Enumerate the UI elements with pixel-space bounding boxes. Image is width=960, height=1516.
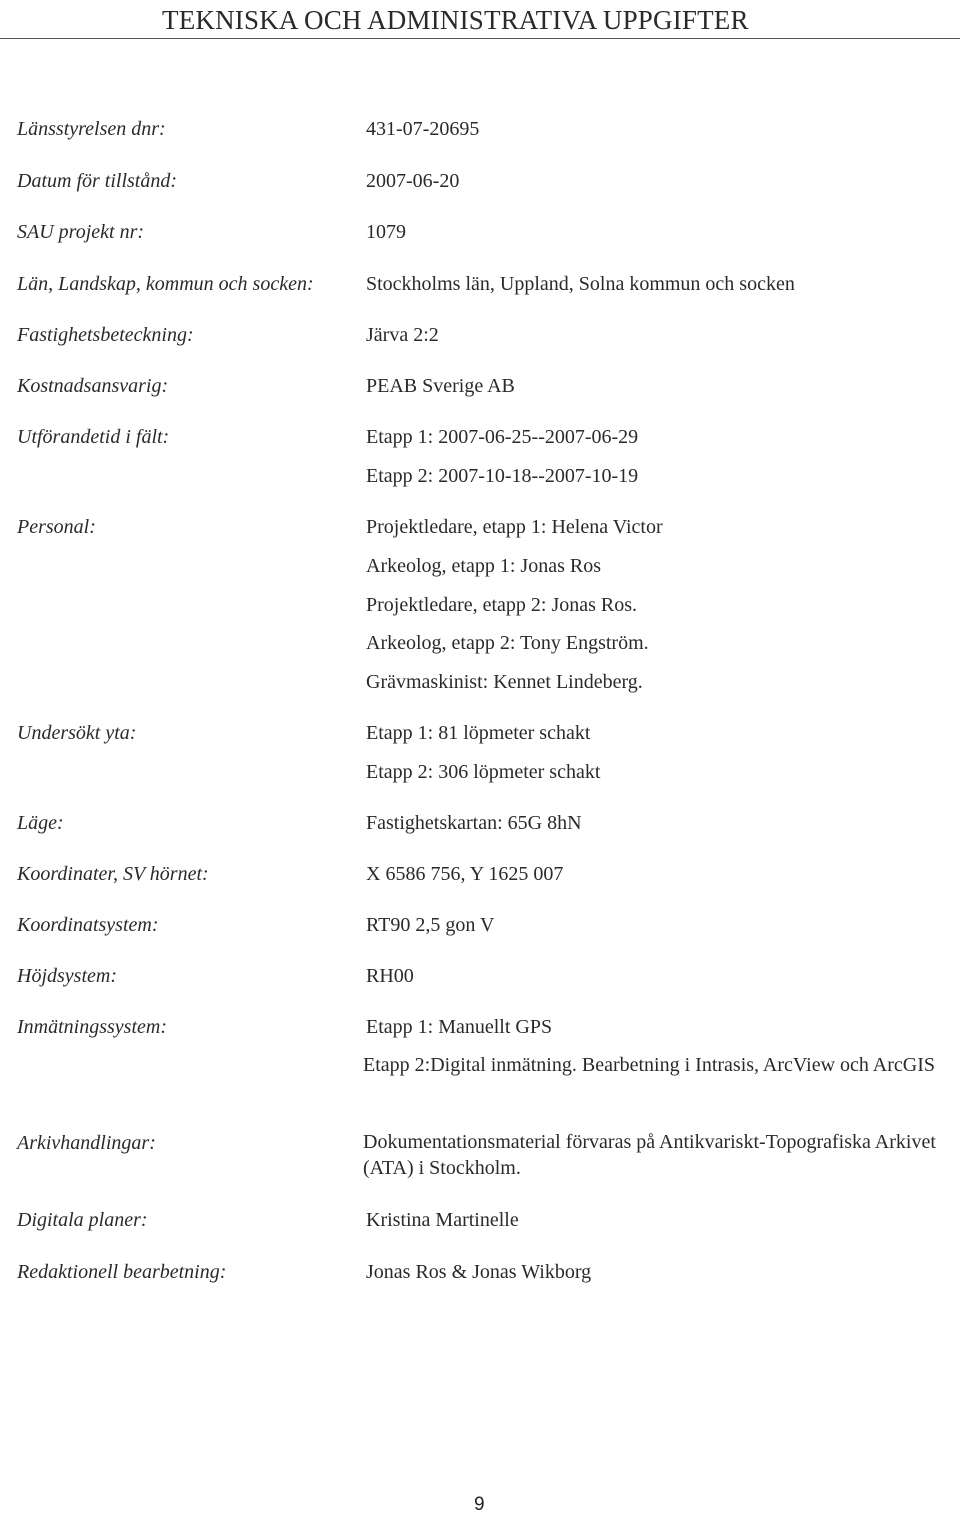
field-value-fastighet: Järva 2:2 bbox=[366, 324, 439, 346]
page-header bbox=[0, 0, 960, 40]
field-value-redaktionell: Jonas Ros & Jonas Wikborg bbox=[366, 1261, 592, 1283]
field-label-digitala: Digitala planer: bbox=[17, 1209, 148, 1231]
field-label-koordinatsystem: Koordinatsystem: bbox=[17, 914, 159, 936]
field-label-fastighet: Fastighetsbeteckning: bbox=[17, 324, 194, 346]
field-value-arkiv: Dokumentationsmaterial förvaras på Antikvariskt-Topografiska Arkivet (ATA) i Stockholm. bbox=[363, 1131, 936, 1179]
field-label-koordinater: Koordinater, SV hörnet: bbox=[17, 863, 209, 885]
field-value-personal-4: Arkeolog, etapp 2: Tony Engström. bbox=[366, 632, 649, 654]
field-value-personal-5: Grävmaskinist: Kennet Lindeberg. bbox=[366, 671, 643, 693]
field-value-datum: 2007-06-20 bbox=[366, 170, 460, 192]
field-value-hojdsystem: RH00 bbox=[366, 965, 414, 987]
field-label-inmatning: Inmätningssystem: bbox=[17, 1016, 167, 1038]
field-value-utforandetid-2: Etapp 2: 2007-10-18--2007-10-19 bbox=[366, 465, 639, 487]
field-label-lansstyrelsen: Länsstyrelsen dnr: bbox=[17, 118, 166, 140]
field-label-personal: Personal: bbox=[17, 516, 96, 538]
field-label-datum: Datum för tillstånd: bbox=[17, 170, 178, 192]
field-value-koordinatsystem: RT90 2,5 gon V bbox=[366, 914, 495, 936]
field-value-kostnad: PEAB Sverige AB bbox=[366, 375, 515, 397]
field-value-personal-2: Arkeolog, etapp 1: Jonas Ros bbox=[366, 555, 601, 577]
field-value-koordinater: X 6586 756, Y 1625 007 bbox=[366, 863, 564, 885]
field-value-digitala: Kristina Martinelle bbox=[366, 1209, 519, 1231]
field-label-yta: Undersökt yta: bbox=[17, 722, 137, 744]
page-number: 9 bbox=[474, 1494, 485, 1515]
field-value-lage: Fastighetskartan: 65G 8hN bbox=[366, 812, 582, 834]
field-value-inmatning-2: Etapp 2:Digital inmätning. Bearbetning i Intrasis, ArcView och ArcGIS bbox=[363, 1054, 936, 1076]
field-value-personal-3: Projektledare, etapp 2: Jonas Ros. bbox=[366, 594, 638, 616]
field-label-kostnad: Kostnadsansvarig: bbox=[17, 375, 169, 397]
field-label-lan: Län, Landskap, kommun och socken: bbox=[17, 273, 314, 295]
field-label-arkiv: Arkivhandlingar: bbox=[17, 1132, 156, 1154]
page-title: TEKNISKA OCH ADMINISTRATIVA UPPGIFTER bbox=[162, 5, 749, 35]
field-value-lansstyrelsen: 431-07-20695 bbox=[366, 118, 480, 140]
field-value-inmatning-1: Etapp 1: Manuellt GPS bbox=[366, 1016, 553, 1038]
field-value-utforandetid-1: Etapp 1: 2007-06-25--2007-06-29 bbox=[366, 426, 639, 448]
field-value-yta-1: Etapp 1: 81 löpmeter schakt bbox=[366, 722, 591, 744]
field-label-utforandetid: Utförandetid i fält: bbox=[17, 426, 170, 448]
field-label-sau: SAU projekt nr: bbox=[17, 221, 145, 243]
field-value-personal-1: Projektledare, etapp 1: Helena Victor bbox=[366, 516, 663, 538]
field-value-yta-2: Etapp 2: 306 löpmeter schakt bbox=[366, 761, 601, 783]
field-label-hojdsystem: Höjdsystem: bbox=[17, 965, 117, 987]
header-divider bbox=[0, 38, 960, 39]
field-value-sau: 1079 bbox=[366, 221, 406, 243]
field-value-lan: Stockholms län, Uppland, Solna kommun och socken bbox=[366, 273, 795, 295]
field-label-redaktionell: Redaktionell bearbetning: bbox=[17, 1261, 227, 1283]
field-label-lage: Läge: bbox=[17, 812, 64, 834]
